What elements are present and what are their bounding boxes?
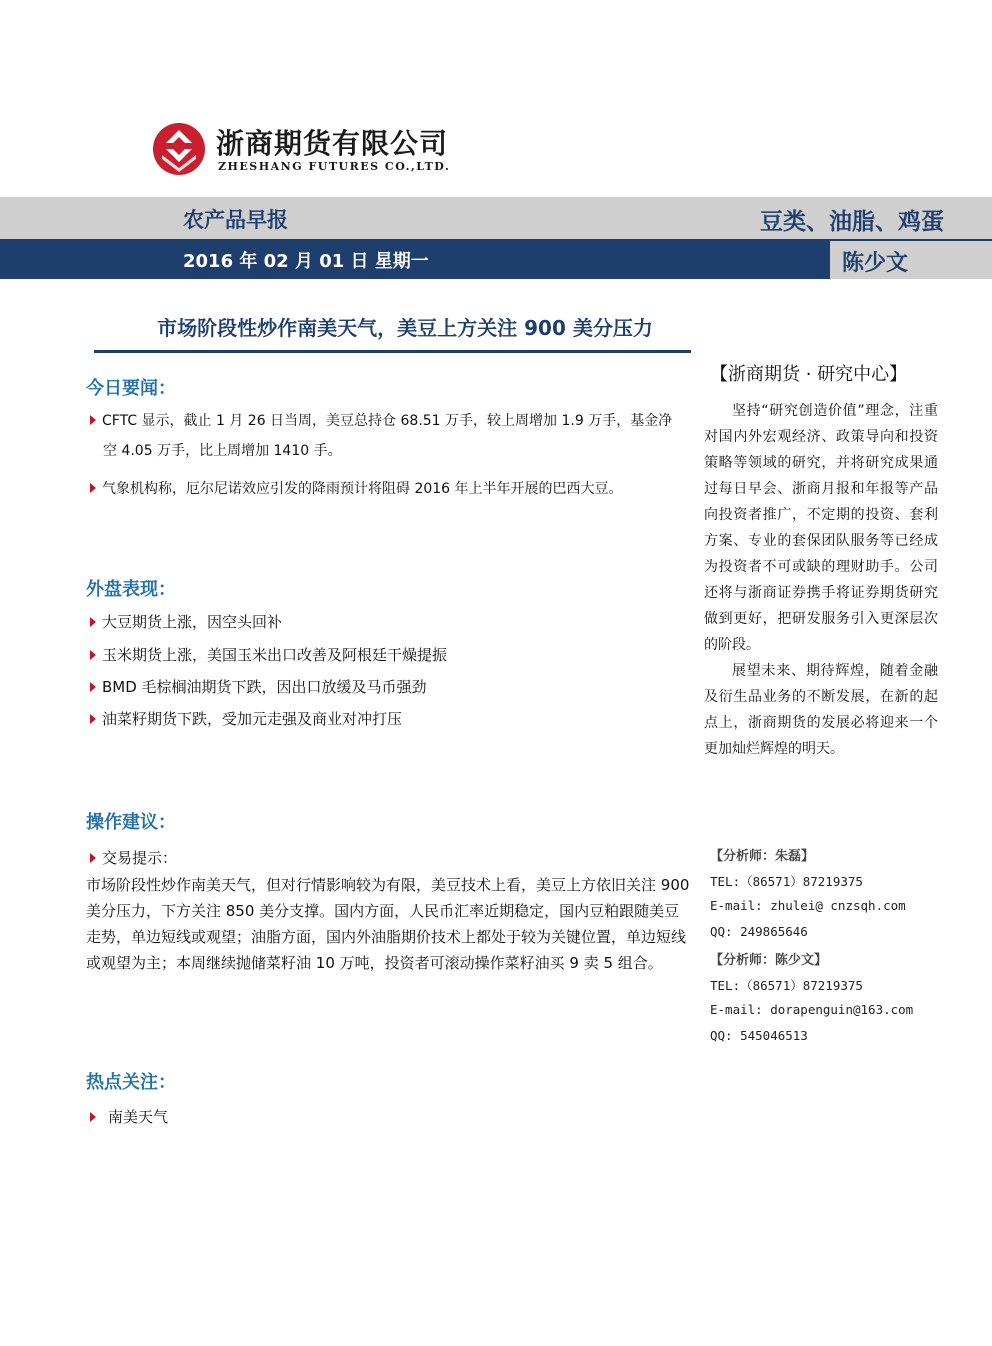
analyst-tel: TEL:（86571）87219375: [710, 874, 863, 889]
analyst-email[interactable]: E-mail: dorapenguin@163.com: [710, 1002, 914, 1017]
report-type: 农产品早报: [183, 208, 288, 232]
analyst-qq: QQ: 545046513: [710, 1028, 808, 1043]
section-title-news: 今日要闻：: [86, 378, 176, 399]
intro-paragraph: 展望未来、期待辉煌，随着金融及衍生品业务的不断发展，在新的起点上，浙商期货的发展必将迎来一个更加灿烂辉煌的明天。: [704, 663, 938, 757]
report-categories: 豆类、油脂、鸡蛋: [760, 209, 944, 235]
bullet-triangle-icon: [90, 617, 96, 627]
list-item: BMD 毛棕榈油期货下跌，因出口放缓及马币强劲: [90, 672, 427, 702]
report-date: 2016 年 02 月 01 日 星期一: [183, 251, 429, 272]
bullet-triangle-icon: [90, 1112, 96, 1122]
analyst-heading: 【分析师：陈少文】: [710, 953, 828, 968]
list-item: CFTC 显示，截止 1 月 26 日当周，美豆总持仓 68.51 万手，较上周增加 1.9 万手，基金净: [90, 406, 672, 436]
list-item: 交易提示：: [90, 843, 177, 873]
research-center-intro: [704, 398, 938, 762]
bullet-triangle-icon: [90, 682, 96, 692]
intro-paragraph: 坚持“研究创造价值”理念，注重对国内外宏观经济、政策导向和投资策略等领域的研究，并将研究成果通过每日早会、浙商月报和年报等产品向投资者推广，不定期的投资、套利方案、专业的套保团队服务等已经成为投资者不可或缺的理财助手。公司还将与浙商证券携手将证券期货研究做到更好，把研发服务引入更深层次的阶段。: [704, 403, 938, 653]
list-item: 玉米期货上涨，美国玉米出口改善及阿根廷干燥提振: [90, 640, 447, 670]
company-logo: [150, 120, 450, 180]
company-name-en: ZHESHANG FUTURES CO.,LTD.: [218, 160, 451, 173]
bullet-triangle-icon: [90, 483, 96, 493]
section-title-market: 外盘表现：: [86, 579, 176, 600]
company-name-cn: 浙商期货有限公司: [216, 127, 449, 160]
analyst-tel: TEL:（86571）87219375: [710, 978, 863, 993]
section-title-advice: 操作建议：: [86, 812, 176, 833]
list-item: 气象机构称，厄尔尼诺效应引发的降雨预计将阻碍 2016 年上半年开展的巴西大豆。: [90, 474, 623, 504]
author-name: 陈少文: [842, 251, 909, 276]
logo-mark-icon: [152, 122, 206, 176]
section-title-hot: 热点关注：: [86, 1072, 176, 1093]
analyst-email[interactable]: E-mail: zhulei@ cnzsqh.com: [710, 898, 906, 913]
list-item: 油菜籽期货下跌，受加元走强及商业对冲打压: [90, 704, 402, 734]
bullet-triangle-icon: [90, 714, 96, 724]
bullet-triangle-icon: [90, 853, 96, 863]
bullet-triangle-icon: [90, 415, 96, 425]
advice-body: 市场阶段性炒作南美天气，但对行情影响较为有限，美豆技术上看，美豆上方依旧关注 900 美分压力，下方关注 850 美分支撑。国内方面，人民币汇率近期稳定，国内豆粕跟随美豆走势，单边短线或观望；油脂方面，国内外油脂期价技术上都处于较为关键位置，单边短线或观望为主；本周继续抛储菜籽油 10 万吨，投资者可滚动操作菜籽油买 9 卖 5 组合。: [86, 876, 690, 972]
analyst-heading: 【分析师：朱磊】: [710, 849, 815, 864]
headline: 市场阶段性炒作南美天气，美豆上方关注 900 美分压力: [157, 316, 653, 340]
list-item: 南美天气: [90, 1102, 168, 1132]
bullet-triangle-icon: [90, 650, 96, 660]
research-center-title: 【浙商期货 · 研究中心】: [710, 364, 908, 385]
analyst-qq: QQ: 249865646: [710, 924, 808, 939]
headline-rule: [94, 350, 691, 353]
list-item-continuation: 空 4.05 万手，比上周增加 1410 手。: [103, 443, 342, 459]
list-item: 大豆期货上涨，因空头回补: [90, 607, 282, 637]
